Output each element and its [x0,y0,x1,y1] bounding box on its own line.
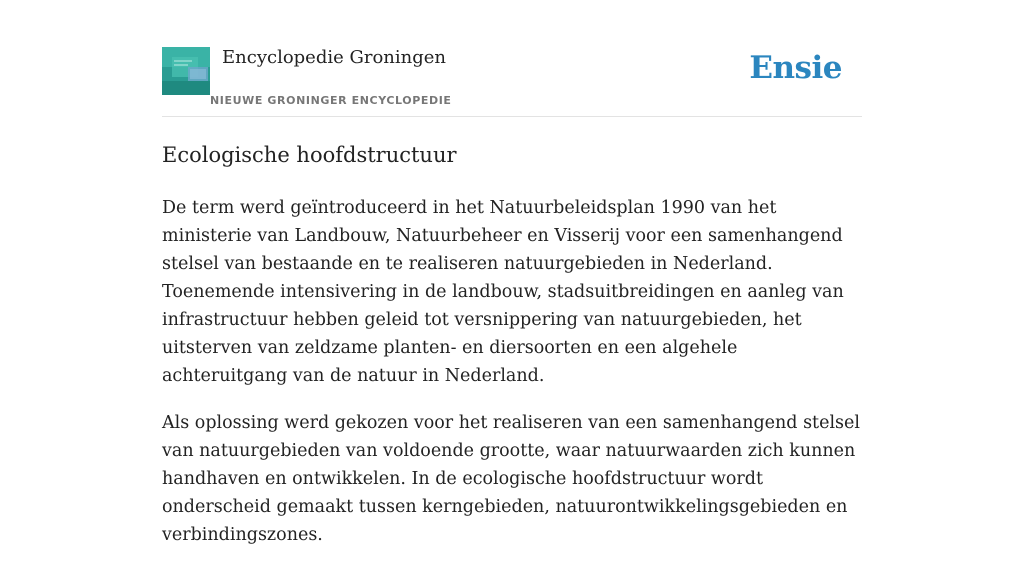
entry-title: Ecologische hoofdstructuur [162,143,457,167]
ensie-logo[interactable]: Ensie [749,50,842,86]
entry-paragraph: De term werd geïntroduceerd in het Natuurbeleidsplan 1990 van het ministerie van Landbouw, Natuurbeheer en Visserij voor een samenhangend stelsel van bestaande en te realiseren natuurgebieden in Nederland. Toenemende intensivering in de landbouw, stadsuitbreidingen en aanleg van infrastructuur hebben geleid tot versnippering van natuurgebieden, het uitsterven van zeldzame planten- en diersoorten en een algehele achteruitgang van de natuur in Nederland. [162,198,844,386]
site-subtitle: NIEUWE GRONINGER ENCYCLOPEDIE [210,94,452,107]
site-header [162,0,862,117]
entry-content [162,140,862,568]
encyclopedia-book-cover-icon[interactable] [162,47,210,95]
entry-paragraph: Als oplossing werd gekozen voor het realiseren van een samenhangend stelsel van natuurgebieden van voldoende grootte, waar natuurwaarden zich kunnen handhaven en ontwikkelen. In de ecologische hoofdstructuur wordt onderscheid gemaakt tussen kerngebieden, natuurontwikkelingsgebieden en verbindingszones. [162,413,860,545]
site-title[interactable]: Encyclopedie Groningen [222,47,447,68]
